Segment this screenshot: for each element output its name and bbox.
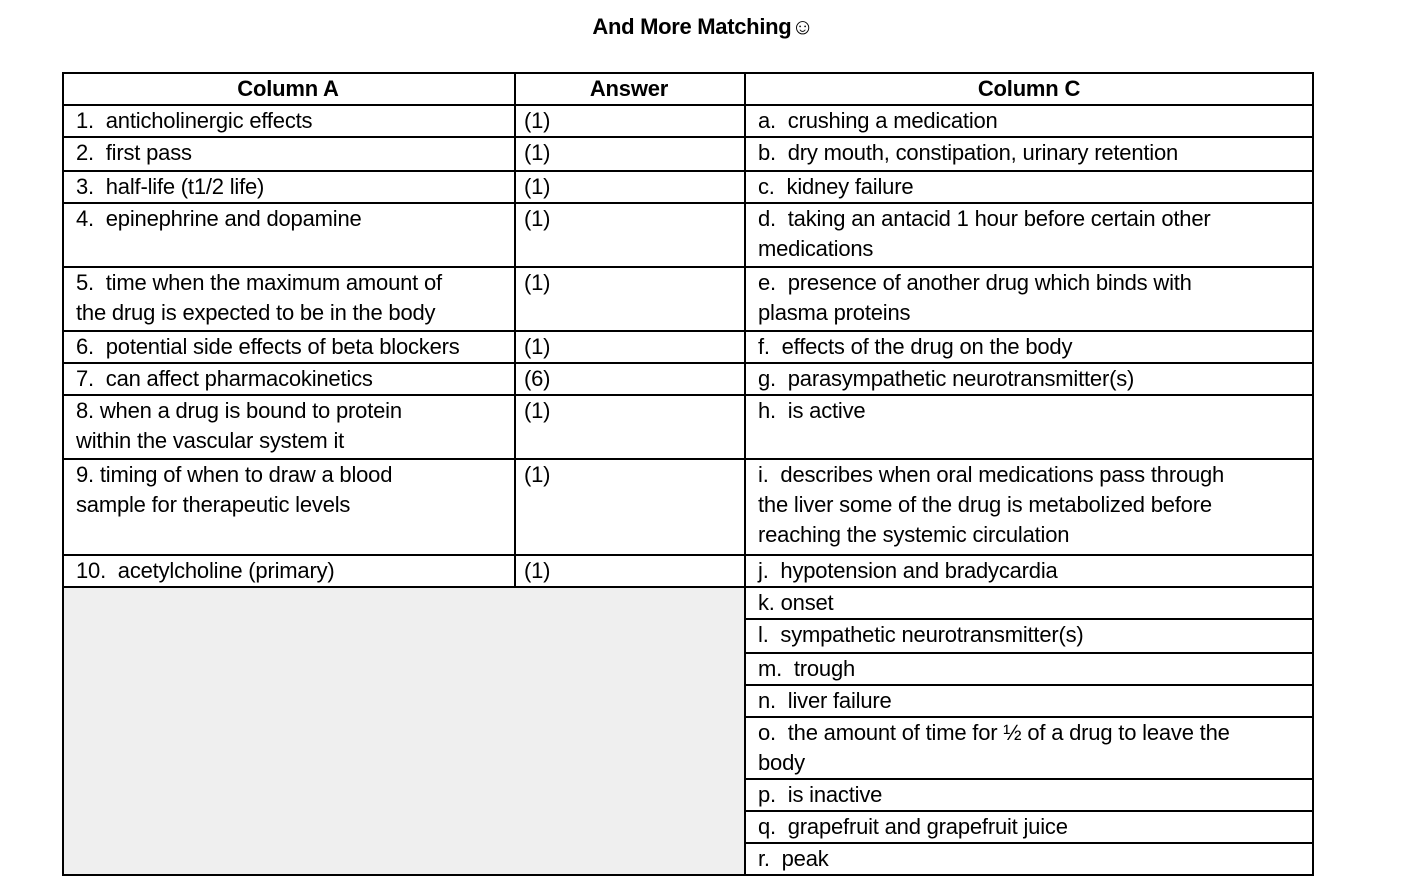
column-c-item: b. dry mouth, constipation, urinary retention bbox=[758, 140, 1179, 165]
answer-cell: (1) bbox=[524, 206, 551, 231]
answer-cell: (1) bbox=[524, 398, 551, 423]
column-c-item: c. kidney failure bbox=[758, 174, 914, 199]
table-row-divider bbox=[744, 652, 1314, 654]
column-c-item: d. taking an antacid 1 hour before certain other medications bbox=[758, 206, 1211, 261]
answer-cell: (1) bbox=[524, 334, 551, 359]
column-c-item: n. liver failure bbox=[758, 688, 892, 713]
table-row-divider bbox=[62, 554, 1314, 556]
column-c-item: p. is inactive bbox=[758, 782, 883, 807]
table-row-divider bbox=[744, 874, 1314, 876]
column-a-item: 2. first pass bbox=[76, 140, 192, 165]
table-row-divider bbox=[62, 586, 1314, 588]
column-c-item: q. grapefruit and grapefruit juice bbox=[758, 814, 1068, 839]
answer-cell: (6) bbox=[524, 366, 551, 391]
column-c-item: a. crushing a medication bbox=[758, 108, 998, 133]
table-row-divider bbox=[744, 618, 1314, 620]
table-row-divider bbox=[62, 136, 1314, 138]
table-row-divider bbox=[62, 202, 1314, 204]
answer-cell: (1) bbox=[524, 140, 551, 165]
answer-cell: (1) bbox=[524, 558, 551, 583]
table-column-divider bbox=[744, 72, 746, 876]
column-c-item: i. describes when oral medications pass through the liver some of the drug is metabolized before reaching the systemic circulation bbox=[758, 462, 1225, 547]
answer-cell: (1) bbox=[524, 174, 551, 199]
column-c-item: k. onset bbox=[758, 590, 834, 615]
column-a-item: 4. epinephrine and dopamine bbox=[76, 206, 362, 231]
answer-cell: (1) bbox=[524, 270, 551, 295]
table-row-divider bbox=[744, 684, 1314, 686]
table-row-divider bbox=[62, 874, 744, 876]
table-row-divider bbox=[62, 72, 1314, 74]
empty-shaded-area bbox=[62, 586, 744, 876]
column-c-item: o. the amount of time for ½ of a drug to leave the body bbox=[758, 720, 1230, 775]
column-a-item: 1. anticholinergic effects bbox=[76, 108, 313, 133]
column-a-item: 10. acetylcholine (primary) bbox=[76, 558, 335, 583]
table-row-divider bbox=[744, 842, 1314, 844]
column-c-item: f. effects of the drug on the body bbox=[758, 334, 1073, 359]
matching-table bbox=[62, 72, 1314, 876]
table-column-divider bbox=[62, 72, 64, 876]
page-title: And More Matching☺ bbox=[592, 14, 814, 39]
table-row-divider bbox=[744, 778, 1314, 780]
answer-header: Answer bbox=[589, 76, 669, 101]
table-row-divider bbox=[744, 810, 1314, 812]
column-c-item: h. is active bbox=[758, 398, 866, 423]
answer-cell: (1) bbox=[524, 462, 551, 487]
column-c-item: l. sympathetic neurotransmitter(s) bbox=[758, 622, 1084, 647]
column-a-item: 5. time when the maximum amount of the drug is expected to be in the body bbox=[76, 270, 442, 325]
column-a-item: 7. can affect pharmacokinetics bbox=[76, 366, 373, 391]
table-row-divider bbox=[62, 170, 1314, 172]
table-row-divider bbox=[62, 266, 1314, 268]
column-a-item: 3. half-life (t1/2 life) bbox=[76, 174, 265, 199]
table-column-divider bbox=[514, 72, 516, 588]
column-a-header: Column A bbox=[237, 76, 339, 101]
table-row-divider bbox=[62, 362, 1314, 364]
table-row-divider bbox=[744, 716, 1314, 718]
column-a-item: 8. when a drug is bound to protein within the vascular system it bbox=[76, 398, 402, 453]
column-a-item: 9. timing of when to draw a blood sample for therapeutic levels bbox=[76, 462, 393, 517]
column-c-header: Column C bbox=[977, 76, 1081, 101]
table-row-divider bbox=[62, 394, 1314, 396]
column-c-item: j. hypotension and bradycardia bbox=[758, 558, 1058, 583]
table-row-divider bbox=[62, 104, 1314, 106]
column-c-item: e. presence of another drug which binds with plasma proteins bbox=[758, 270, 1192, 325]
column-c-item: g. parasympathetic neurotransmitter(s) bbox=[758, 366, 1135, 391]
column-c-item: r. peak bbox=[758, 846, 829, 871]
column-a-item: 6. potential side effects of beta blockers bbox=[76, 334, 460, 359]
column-c-item: m. trough bbox=[758, 656, 856, 681]
table-column-divider bbox=[1312, 72, 1314, 876]
answer-cell: (1) bbox=[524, 108, 551, 133]
table-row-divider bbox=[62, 458, 1314, 460]
table-row-divider bbox=[62, 330, 1314, 332]
